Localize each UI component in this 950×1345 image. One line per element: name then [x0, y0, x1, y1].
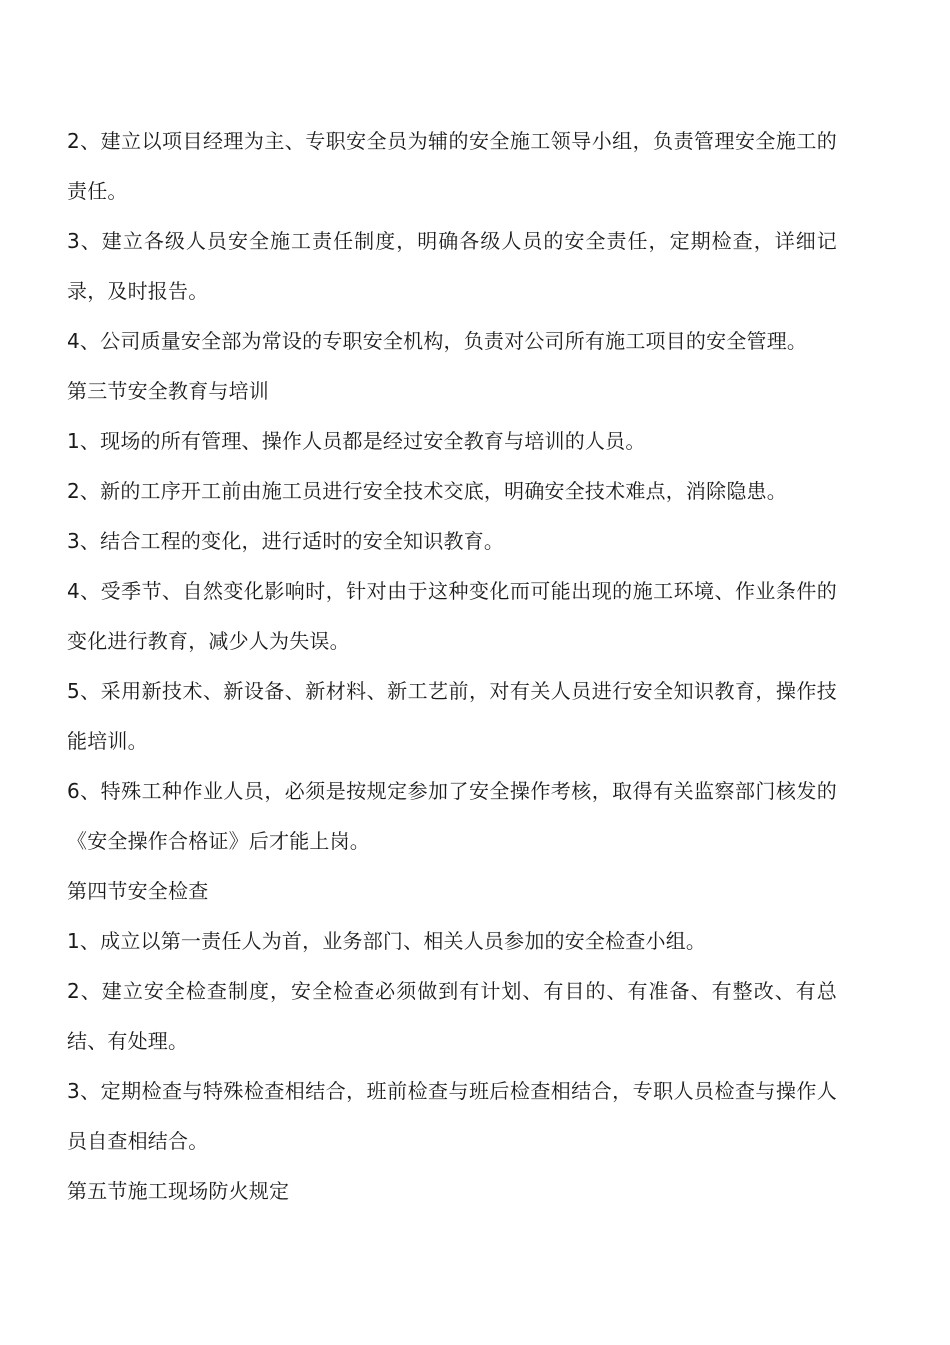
section-heading-fire-prevention: 第五节施工现场防火规定 — [67, 1179, 290, 1203]
paragraph-trained-personnel: 1、现场的所有管理、操作人员都是经过安全教育与培训的人员。 — [67, 429, 646, 453]
section-heading-safety-training: 第三节安全教育与培训 — [67, 379, 269, 403]
document-body — [67, 116, 837, 1216]
paragraph-safety-department: 4、公司质量安全部为常设的专职安全机构，负责对公司所有施工项目的安全管理。 — [67, 329, 808, 353]
paragraph-inspection-system: 2、建立安全检查制度，安全检查必须做到有计划、有目的、有准备、有整改、有总结、有处理。 — [67, 979, 837, 1053]
paragraph-leadership-group: 2、建立以项目经理为主、专职安全员为辅的安全施工领导小组，负责管理安全施工的责任。 — [67, 129, 837, 203]
paragraph-special-workers: 6、特殊工种作业人员，必须是按规定参加了安全操作考核，取得有关监察部门核发的《安全操作合格证》后才能上岗。 — [67, 779, 837, 853]
paragraph-timely-education: 3、结合工程的变化，进行适时的安全知识教育。 — [67, 529, 505, 553]
paragraph-combined-inspection: 3、定期检查与特殊检查相结合，班前检查与班后检查相结合，专职人员检查与操作人员自查相结合。 — [67, 1079, 837, 1153]
section-heading-safety-inspection: 第四节安全检查 — [67, 879, 209, 903]
paragraph-technical-briefing: 2、新的工序开工前由施工员进行安全技术交底，明确安全技术难点，消除隐患。 — [67, 479, 787, 503]
paragraph-inspection-group: 1、成立以第一责任人为首，业务部门、相关人员参加的安全检查小组。 — [67, 929, 707, 953]
paragraph-new-technology-training: 5、采用新技术、新设备、新材料、新工艺前，对有关人员进行安全知识教育，操作技能培训。 — [67, 679, 837, 753]
paragraph-seasonal-education: 4、受季节、自然变化影响时，针对由于这种变化而可能出现的施工环境、作业条件的变化进行教育，减少人为失误。 — [67, 579, 837, 653]
paragraph-responsibility-system: 3、建立各级人员安全施工责任制度，明确各级人员的安全责任，定期检查，详细记录，及时报告。 — [67, 229, 837, 303]
